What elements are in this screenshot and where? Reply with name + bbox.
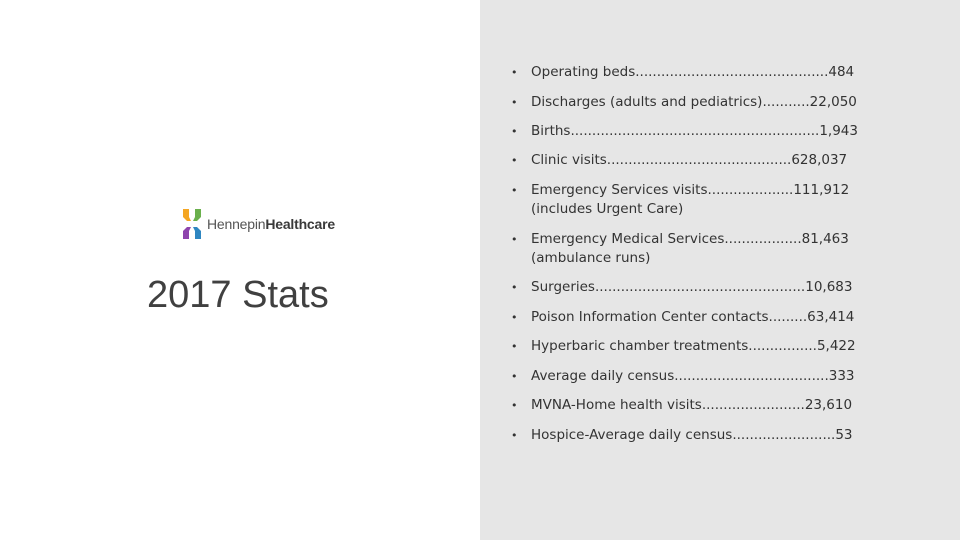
- bullet-icon: •: [511, 399, 518, 412]
- stat-line: Births..........................................................1,943: [531, 123, 858, 139]
- stat-item: [511, 93, 941, 112]
- slide-title: 2017 Stats: [147, 274, 329, 316]
- bullet-icon: •: [511, 340, 518, 353]
- logo-text-bold: Healthcare: [265, 216, 335, 232]
- stat-item: [511, 278, 941, 297]
- stat-subline: (includes Urgent Care): [531, 201, 684, 217]
- stat-line: Operating beds.............................................484: [531, 64, 855, 80]
- bullet-icon: •: [511, 66, 518, 79]
- stat-line: Average daily census....................................333: [531, 368, 855, 384]
- stat-item: [511, 230, 941, 268]
- stat-item: [511, 151, 941, 170]
- stat-item: [511, 122, 941, 141]
- stat-item: [511, 426, 941, 445]
- stat-item: [511, 337, 941, 356]
- stat-subline: (ambulance runs): [531, 250, 651, 266]
- stat-item: [511, 63, 941, 82]
- bullet-icon: •: [511, 96, 518, 109]
- stat-item: [511, 396, 941, 415]
- bullet-icon: •: [511, 311, 518, 324]
- bullet-icon: •: [511, 125, 518, 138]
- stat-line: Clinic visits...........................................628,037: [531, 152, 848, 168]
- bullet-icon: •: [511, 429, 518, 442]
- bullet-icon: •: [511, 370, 518, 383]
- stat-item: [511, 308, 941, 327]
- stat-item: [511, 181, 941, 219]
- stat-line: Surgeries.................................................10,683: [531, 279, 853, 295]
- stat-line: Hospice-Average daily census........................53: [531, 427, 853, 443]
- bullet-icon: •: [511, 233, 518, 246]
- bullet-icon: •: [511, 184, 518, 197]
- logo-text-light: Hennepin: [207, 216, 266, 232]
- stat-line: MVNA-Home health visits........................23,610: [531, 397, 853, 413]
- bullet-icon: •: [511, 281, 518, 294]
- stat-line: Poison Information Center contacts.........63,414: [531, 309, 855, 325]
- stat-line: Emergency Services visits....................111,912: [531, 182, 850, 198]
- stat-line: Hyperbaric chamber treatments................5,422: [531, 338, 856, 354]
- stat-line: Emergency Medical Services..................81,463: [531, 231, 849, 247]
- bullet-icon: •: [511, 154, 518, 167]
- logo-wordmark: [207, 216, 335, 232]
- hennepin-cross-icon: [180, 207, 204, 241]
- hennepin-healthcare-logo: [180, 206, 335, 242]
- stat-line: Discharges (adults and pediatrics)...........22,050: [531, 94, 857, 110]
- stat-item: [511, 367, 941, 386]
